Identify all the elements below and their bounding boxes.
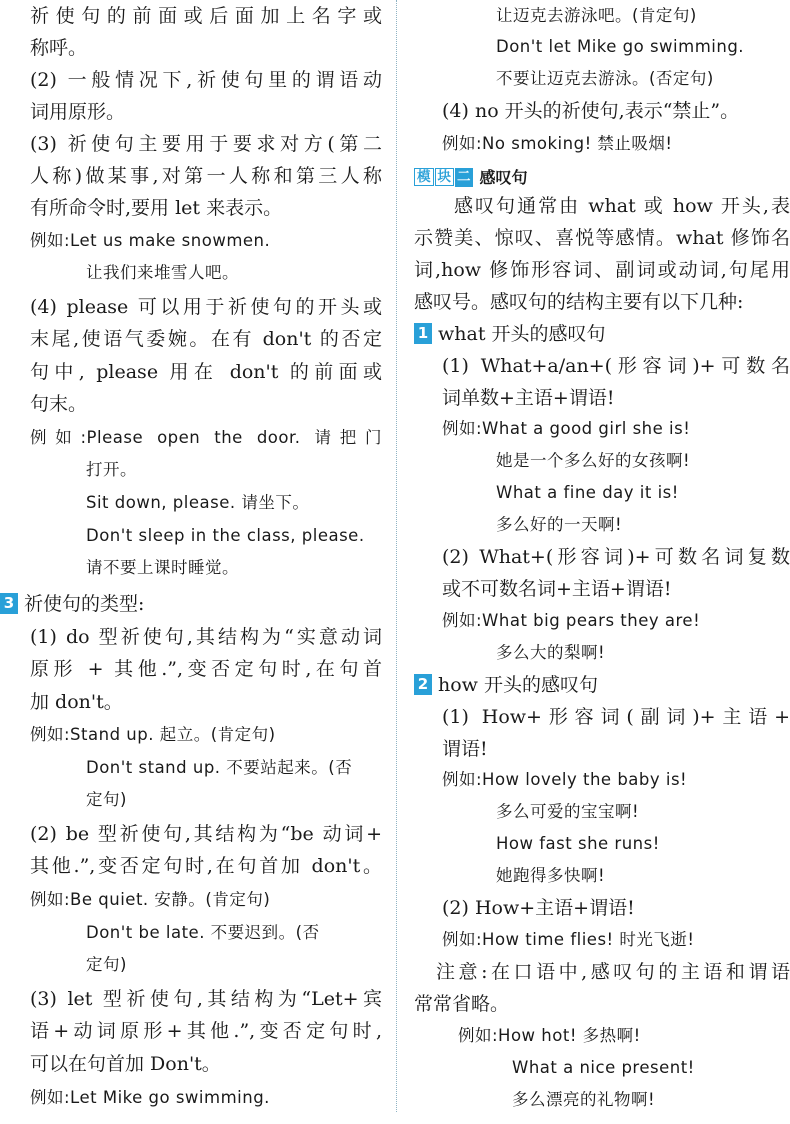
text-line: 人称)做某事,对第一人称和第三人称 [30,165,382,187]
text-line: (2) be 型祈使句,其结构为“be 动词+ [30,823,382,845]
example-line: Don't stand up. 不要站起来。(否 [86,758,353,777]
example-line: Sit down, please. 请坐下。 [86,493,310,512]
text-line: 词,how 修饰形容词、副词或动词,句尾用 [414,259,790,281]
example-line: Don't let Mike go swimming. [496,37,745,56]
text-line: 词用原形。 [30,101,126,123]
section-title: 祈使句的类型: [24,593,145,615]
example-line: How fast she runs! [496,834,660,853]
example-line: 例如:What a good girl she is! [442,419,691,438]
example-line: 例如:How time flies! 时光飞逝! [442,930,695,949]
text-line: 感叹号。感叹句的结构主要有以下几种: [414,291,744,313]
text-line: (2) What+(形容词)+可数名词复数 [442,546,790,568]
column-divider [396,0,397,1112]
section-number-badge: 2 [414,674,432,695]
text-line: (3) 祈使句主要用于要求对方(第二 [30,133,382,155]
text-line: (1) How+形容词(副词)+主语+ [442,706,790,728]
example-line: 例如:How lovely the baby is! [442,770,688,789]
text-line: 加 don't。 [30,691,123,713]
text-line: 祈使句的前面或后面加上名字或 [30,5,382,27]
text-line: (2) 一般情况下,祈使句里的谓语动 [30,69,382,91]
text-line: 句中, please 用在 don't 的前面或 [30,361,382,383]
text-line: (1) What+a/an+(形容词)+可数名 [442,355,790,377]
example-line: 不要让迈克去游泳。(否定句) [496,69,714,88]
example-line: 打开。 [86,460,137,479]
example-line: Don't be late. 不要迟到。(否 [86,923,320,942]
module-heading [414,159,528,191]
example-line: 例如:Stand up. 起立。(肯定句) [30,725,276,744]
section-number-badge: 1 [414,323,432,344]
text-line: (4) no 开头的祈使句,表示“禁止”。 [442,100,740,122]
text-line: 或不可数名词+主语+谓语! [442,578,672,600]
example-line: 多么漂亮的礼物啊! [512,1090,656,1109]
text-line: 感叹句通常由 what 或 how 开头,表 [454,195,790,217]
example-line: 她跑得多快啊! [496,866,606,885]
example-line: 多么可爱的宝宝啊! [496,802,640,821]
section-title: what 开头的感叹句 [438,323,606,345]
text-line: 语+动词原形+其他.”,变否定句时, [30,1020,382,1042]
text-line: (4) please 可以用于祈使句的开头或 [30,296,382,318]
example-line: 让迈克去游泳吧。(肯定句) [496,6,697,25]
example-line: 例如:How hot! 多热啊! [458,1026,641,1045]
text-line: 可以在句首加 Don't。 [30,1053,221,1075]
text-line: 句末。 [30,393,88,415]
section-title: how 开头的感叹句 [438,674,598,696]
module-badge: 模 块 二 [414,159,474,191]
text-line: 注意:在口语中,感叹句的主语和谓语 [436,961,790,983]
example-line: 例如:Please open the door. 请把门 [30,428,382,447]
section-number-badge: 3 [0,593,18,614]
example-line: 多么大的梨啊! [496,643,606,662]
section-heading [0,588,144,620]
text-line: 谓语! [442,738,488,760]
example-line: 定句) [86,955,127,974]
text-line: 末尾,使语气委婉。在有 don't 的否定 [30,328,382,350]
example-line: 例如:Be quiet. 安静。(肯定句) [30,890,271,909]
example-line: 让我们来堆雪人吧。 [86,263,239,282]
example-line: Don't sleep in the class, please. [86,526,365,545]
section-heading [414,318,606,350]
example-line: What a nice present! [512,1058,695,1077]
text-line: 原形 + 其他.”,变否定句时,在句首 [30,658,382,680]
example-line: 多么好的一天啊! [496,515,623,534]
example-line: 定句) [86,790,127,809]
example-line: 例如:No smoking! 禁止吸烟! [442,134,673,153]
text-line: (3) let 型祈使句,其结构为“Let+宾 [30,988,382,1010]
example-line: 她是一个多么好的女孩啊! [496,451,691,470]
example-line: 例如:What big pears they are! [442,611,701,630]
text-line: 词单数+主语+谓语! [442,387,615,409]
section-heading [414,669,598,701]
example-line: 请不要上课时睡觉。 [86,558,239,577]
text-line: 示赞美、惊叹、喜悦等感情。what 修饰名 [414,227,790,249]
text-line: (1) do 型祈使句,其结构为“实意动词 [30,626,382,648]
text-line: 其他.”,变否定句时,在句首加 don't。 [30,855,382,877]
text-line: 常常省略。 [414,993,510,1015]
text-line: 有所命令时,要用 let 来表示。 [30,197,283,219]
text-line: 称呼。 [30,37,88,59]
module-title: 感叹句 [479,168,528,187]
text-line: (2) How+主语+谓语! [442,897,635,919]
example-line: What a fine day it is! [496,483,679,502]
example-line: 例如:Let us make snowmen. [30,231,271,250]
example-line: 例如:Let Mike go swimming. [30,1088,270,1107]
